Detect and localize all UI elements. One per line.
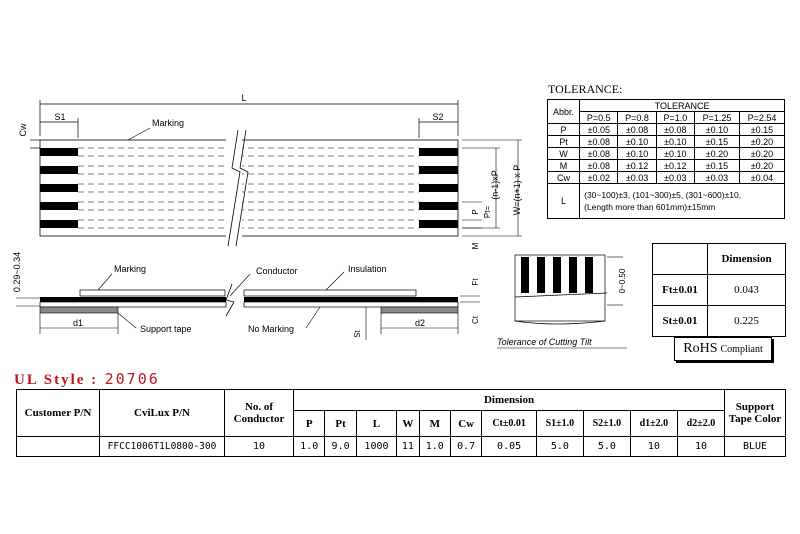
spec-sub-header: Cw <box>450 411 481 437</box>
spec-value: 11 <box>397 437 419 457</box>
marking-label: Marking <box>152 118 185 128</box>
tol-cell: ±0.15 <box>739 124 784 136</box>
spec-header-dimension: Dimension <box>294 390 725 411</box>
d2-label: d2 <box>414 318 426 328</box>
tol-length-line: (30~100)±3, (101~300)±5, (301~600)±10, <box>584 190 742 200</box>
spec-value: 9.0 <box>325 437 356 457</box>
tol-cell: ±0.03 <box>656 172 694 184</box>
dimension-box <box>652 243 786 337</box>
table-row <box>548 148 785 160</box>
spec-value: 1000 <box>356 437 396 457</box>
tol-col-header: P=0.8 <box>618 112 656 124</box>
tolerance-table <box>547 99 785 219</box>
spec-header-cvilux: CviLux P/N <box>100 390 225 437</box>
tol-cell: ±0.03 <box>695 172 740 184</box>
tol-cell: ±0.12 <box>618 160 656 172</box>
table-row <box>548 184 785 219</box>
ul-style-title <box>14 370 160 389</box>
side-view-drawing <box>0 240 500 345</box>
st-label: St <box>353 330 362 338</box>
spec-sub-header: Pt <box>325 411 356 437</box>
spec-sub-header: S2±1.0 <box>583 411 630 437</box>
tol-abbr-header: Abbr. <box>548 100 580 124</box>
thickness-label: 0.29~0.34 <box>12 251 22 293</box>
dim-label: Ft±0.01 <box>653 275 708 306</box>
tilt-label: Tolerance of Cutting Tilt <box>497 337 592 347</box>
table-row <box>548 172 785 184</box>
tol-cell: ±0.10 <box>695 124 740 136</box>
tol-cell: ±0.04 <box>739 172 784 184</box>
tol-cell: ±0.03 <box>618 172 656 184</box>
ct-label: Ct <box>471 316 480 324</box>
tol-cell: ±0.08 <box>580 160 618 172</box>
table-row <box>548 136 785 148</box>
no-marking-label: No Marking <box>248 324 295 334</box>
m-label: M <box>471 242 480 250</box>
tol-abbr: Cw <box>548 172 580 184</box>
table-row <box>17 437 786 457</box>
tol-cell: ±0.08 <box>618 124 656 136</box>
tol-cell: ±0.20 <box>739 160 784 172</box>
tol-col-header: P=0.5 <box>580 112 618 124</box>
spec-value: 0.7 <box>450 437 481 457</box>
tol-cell: ±0.10 <box>656 148 694 160</box>
tol-cell: ±0.05 <box>580 124 618 136</box>
pitch-total-label: (n-1)xP <box>490 170 500 200</box>
side-marking-label: Marking <box>114 264 147 274</box>
spec-cvilux: FFCC1006T1L0800-300 <box>100 437 225 457</box>
support-tape-label: Support tape <box>140 324 192 334</box>
spec-sub-header: Ct±0.01 <box>482 411 536 437</box>
spec-header-customer: Customer P/N <box>17 390 100 437</box>
spec-value: 5.0 <box>583 437 630 457</box>
ul-style-number: 20706 <box>104 370 160 388</box>
tol-cell: ±0.08 <box>580 148 618 160</box>
tol-abbr: W <box>548 148 580 160</box>
tol-cell: ±0.10 <box>618 148 656 160</box>
tolerance-title: TOLERANCE: <box>548 82 623 96</box>
tol-group-header: TOLERANCE <box>580 100 785 112</box>
length-label: L <box>241 93 247 103</box>
table-row <box>548 124 785 136</box>
tol-cell: ±0.20 <box>739 136 784 148</box>
dim-corner <box>653 244 708 275</box>
spec-header-conductor: No. of Conductor <box>225 390 294 437</box>
dim-label: St±0.01 <box>653 306 708 337</box>
spec-value: 1.0 <box>294 437 325 457</box>
table-row <box>548 160 785 172</box>
spec-sub-header: M <box>419 411 450 437</box>
s1-label: S1 <box>54 112 66 122</box>
tol-col-header: P=2.54 <box>739 112 784 124</box>
spec-value: 1.0 <box>419 437 450 457</box>
spec-sub-header: L <box>356 411 396 437</box>
table-row <box>653 306 786 337</box>
top-view-drawing <box>0 90 540 260</box>
tol-cell: ±0.10 <box>656 136 694 148</box>
tol-cell: ±0.08 <box>580 136 618 148</box>
tol-col-header: P=1.0 <box>656 112 694 124</box>
tol-abbr: P <box>548 124 580 136</box>
tol-length-cell <box>580 184 785 219</box>
rohs-main: RoHS <box>683 341 718 356</box>
tol-cell: ±0.08 <box>656 124 694 136</box>
dim-header: Dimension <box>708 244 786 275</box>
tol-cell: ±0.10 <box>618 136 656 148</box>
table-row <box>653 275 786 306</box>
dim-value: 0.043 <box>708 275 786 306</box>
tol-cell: ±0.12 <box>656 160 694 172</box>
spec-sub-header: d1±2.0 <box>630 411 677 437</box>
conductor-label: Conductor <box>256 266 298 276</box>
d1-label: d1 <box>72 318 84 328</box>
spec-support: BLUE <box>725 437 786 457</box>
tilt-range-label: 0~0.50 <box>618 268 627 294</box>
spec-sub-header: P <box>294 411 325 437</box>
ul-style-prefix: UL Style : <box>14 372 99 388</box>
spec-sub-header: W <box>397 411 419 437</box>
spec-value: 5.0 <box>536 437 583 457</box>
spec-header-support: Support Tape Color <box>725 390 786 437</box>
spec-value: 0.05 <box>482 437 536 457</box>
tol-abbr: Pt <box>548 136 580 148</box>
width-label: W=(n+1) x P <box>512 164 522 216</box>
insulation-label: Insulation <box>348 264 387 274</box>
tol-abbr: L <box>548 184 580 219</box>
cw-label: Cw <box>18 123 28 137</box>
spec-sub-header: S1±1.0 <box>536 411 583 437</box>
tol-abbr: M <box>548 160 580 172</box>
spec-value: 10 <box>677 437 724 457</box>
cutting-tilt-drawing <box>495 245 645 360</box>
tol-cell: ±0.20 <box>739 148 784 160</box>
spec-sub-header: d2±2.0 <box>677 411 724 437</box>
spec-value: 10 <box>630 437 677 457</box>
tol-cell: ±0.20 <box>695 148 740 160</box>
tol-cell: ±0.15 <box>695 160 740 172</box>
spec-customer <box>17 437 100 457</box>
rohs-badge <box>674 337 772 361</box>
s2-label: S2 <box>432 112 444 122</box>
tol-col-header: P=1.25 <box>695 112 740 124</box>
ft-label: Ft <box>471 278 480 286</box>
tol-length-line: (Length more than 601mm)±15mm <box>584 202 716 212</box>
rohs-sub: Compliant <box>720 344 763 355</box>
tol-cell: ±0.02 <box>580 172 618 184</box>
p-label: P <box>471 209 480 215</box>
dim-value: 0.225 <box>708 306 786 337</box>
spec-conductor: 10 <box>225 437 294 457</box>
tol-cell: ±0.15 <box>695 136 740 148</box>
spec-table <box>16 389 786 457</box>
pt-label: Pt= <box>483 205 492 219</box>
